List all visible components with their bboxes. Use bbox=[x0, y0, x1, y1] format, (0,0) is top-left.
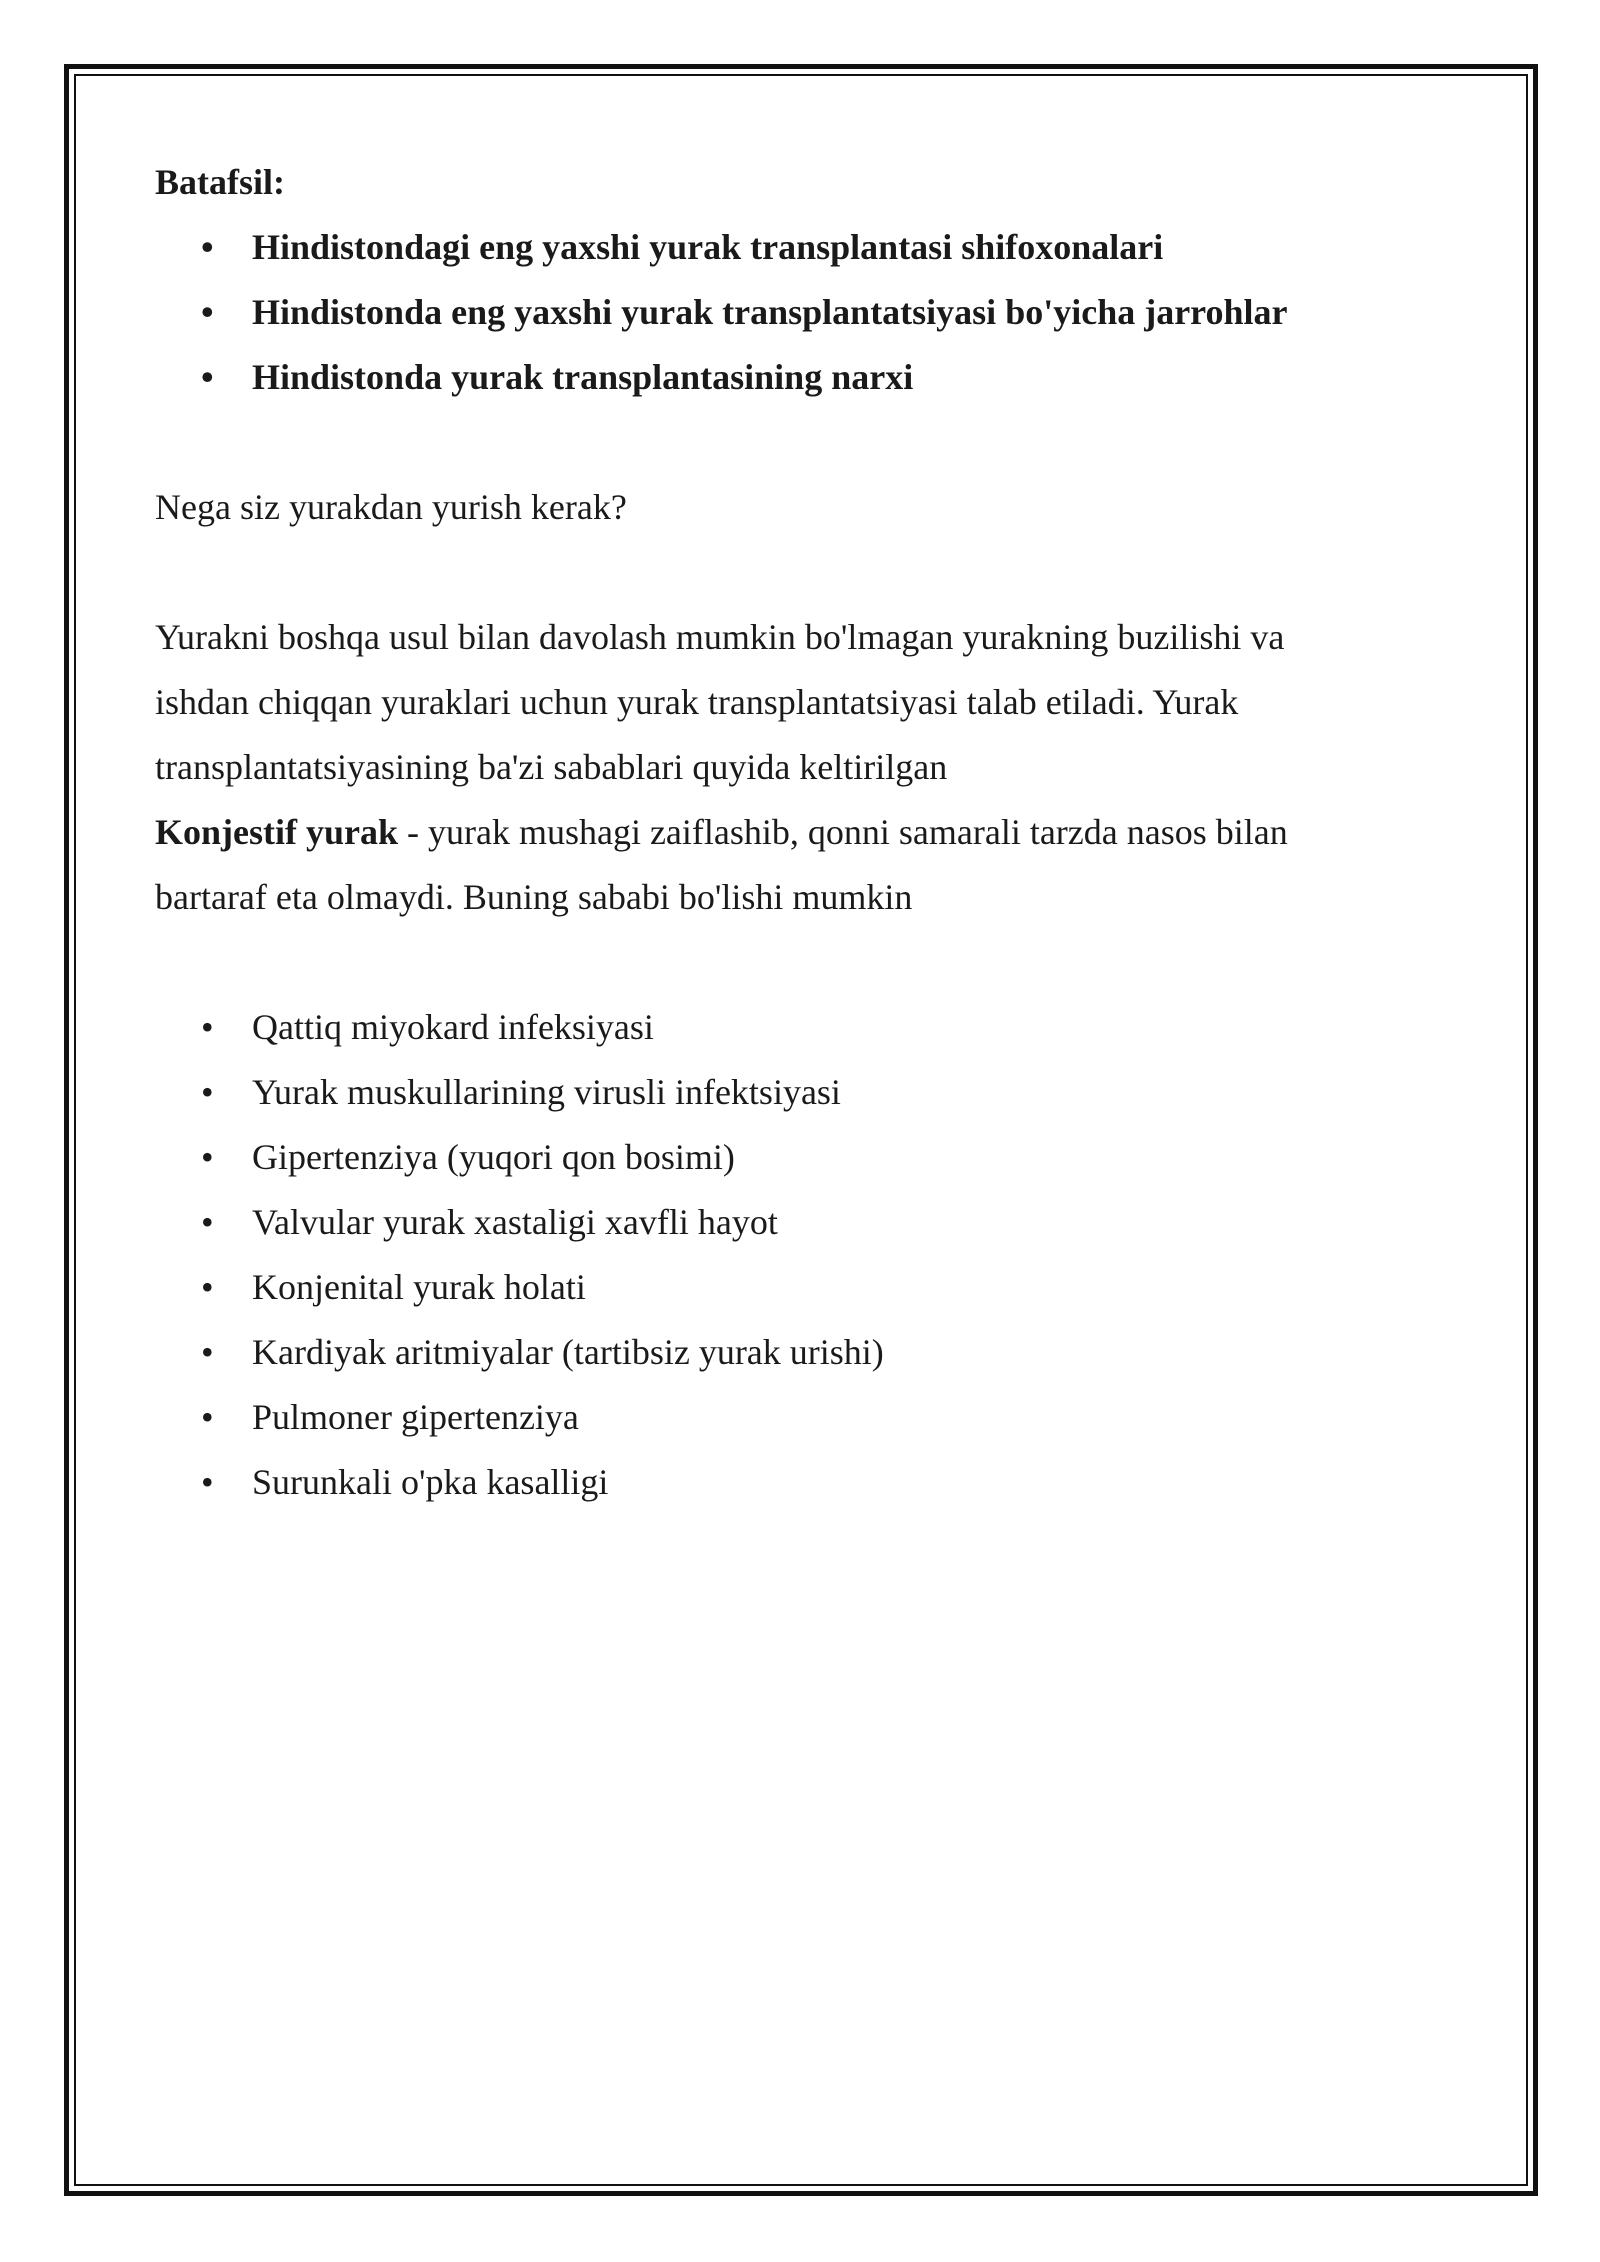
list-item bbox=[155, 995, 1415, 1060]
term-definition bbox=[155, 800, 1415, 865]
paragraph-line: transplantatsiyasining ba'zi sabablari quyida keltirilgan bbox=[155, 747, 948, 787]
spacer bbox=[155, 540, 1415, 605]
bullet-icon: • bbox=[201, 1202, 214, 1242]
list-item bbox=[155, 1125, 1415, 1190]
question-text: Nega siz yurakdan yurish kerak? bbox=[155, 487, 627, 527]
bullet-icon: • bbox=[201, 1462, 214, 1502]
bullet-icon: • bbox=[201, 1332, 214, 1372]
related-links-list bbox=[155, 215, 1415, 410]
document-body bbox=[155, 150, 1415, 1515]
term-definition-continued: bartaraf eta olmaydi. Buning sababi bo'lishi mumkin bbox=[155, 877, 913, 917]
paragraph-line: ishdan chiqqan yuraklari uchun yurak transplantatsiyasi talab etiladi. Yurak bbox=[155, 682, 1239, 722]
list-item bbox=[155, 1060, 1415, 1125]
related-link[interactable] bbox=[155, 280, 1415, 345]
list-item bbox=[155, 1385, 1415, 1450]
bullet-icon: • bbox=[201, 227, 214, 267]
list-item bbox=[155, 1190, 1415, 1255]
term-label: Konjestif yurak bbox=[155, 812, 398, 852]
list-item-text: Gipertenziya (yuqori qon bosimi) bbox=[252, 1137, 735, 1177]
list-item bbox=[155, 1320, 1415, 1385]
term-definition-text: - yurak mushagi zaiflashib, qonni samarali tarzda nasos bilan bbox=[398, 812, 1288, 852]
bullet-icon: • bbox=[201, 1397, 214, 1437]
related-link[interactable] bbox=[155, 345, 1415, 410]
related-link[interactable] bbox=[155, 215, 1415, 280]
paragraph-line: Yurakni boshqa usul bilan davolash mumkin bo'lmagan yurakning buzilishi va bbox=[155, 617, 1285, 657]
list-item-text: Valvular yurak xastaligi xavfli hayot bbox=[252, 1202, 778, 1242]
list-item-text: Qattiq miyokard infeksiyasi bbox=[252, 1007, 654, 1047]
list-item-text: Yurak muskullarining virusli infektsiyasi bbox=[252, 1072, 841, 1112]
list-item-text: Surunkali o'pka kasalligi bbox=[252, 1462, 609, 1502]
spacer bbox=[155, 410, 1415, 475]
bullet-icon: • bbox=[201, 1267, 214, 1307]
bullet-icon: • bbox=[201, 1007, 214, 1047]
list-item bbox=[155, 1450, 1415, 1515]
list-item-text: Kardiyak aritmiyalar (tartibsiz yurak urishi) bbox=[252, 1332, 884, 1372]
bullet-icon: • bbox=[201, 292, 214, 332]
causes-list bbox=[155, 995, 1415, 1515]
spacer bbox=[155, 930, 1415, 995]
list-item bbox=[155, 1255, 1415, 1320]
bullet-icon: • bbox=[201, 1072, 214, 1112]
related-link-text: Hindistondagi eng yaxshi yurak transplantasi shifoxonalari bbox=[252, 227, 1164, 267]
list-item-text: Pulmoner gipertenziya bbox=[252, 1397, 579, 1437]
section-heading: Batafsil: bbox=[155, 162, 285, 202]
bullet-icon: • bbox=[201, 357, 214, 397]
related-link-text: Hindistonda eng yaxshi yurak transplantatsiyasi bo'yicha jarrohlar bbox=[252, 292, 1288, 332]
related-link-text: Hindistonda yurak transplantasining narxi bbox=[252, 357, 914, 397]
bullet-icon: • bbox=[201, 1137, 214, 1177]
list-item-text: Konjenital yurak holati bbox=[252, 1267, 586, 1307]
